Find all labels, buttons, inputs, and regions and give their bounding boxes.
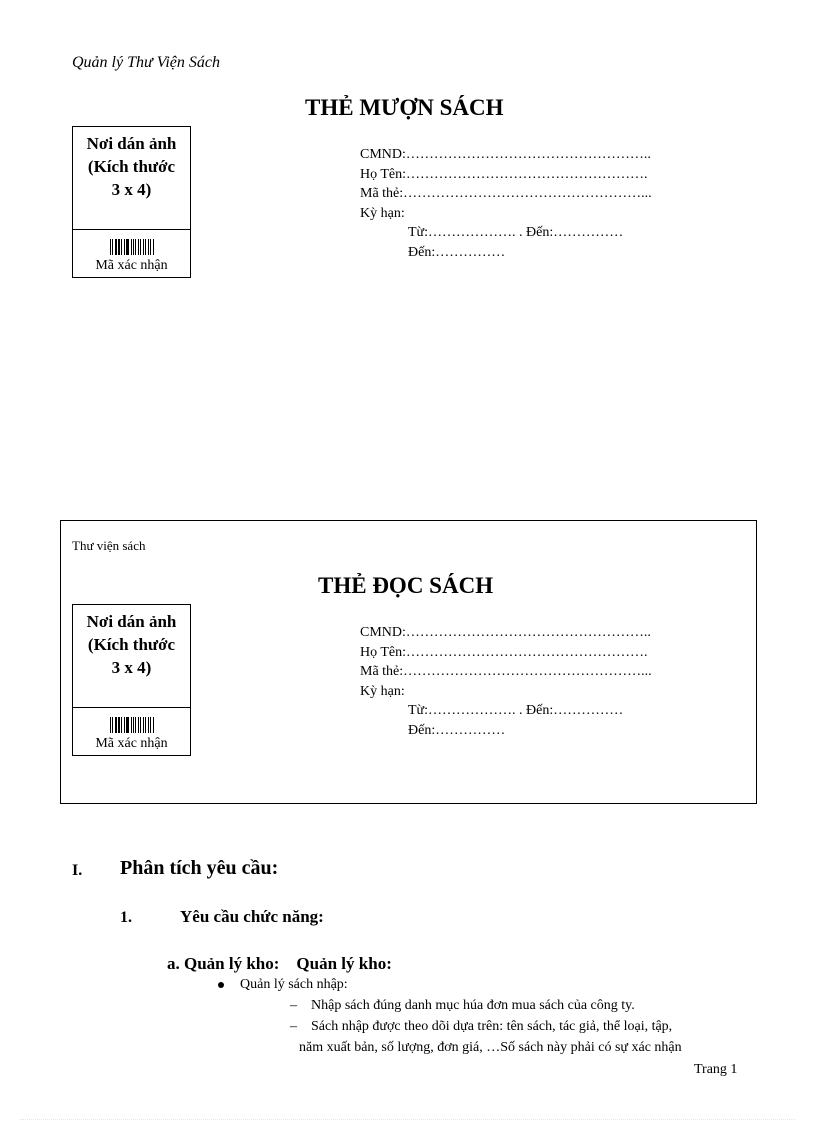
dash-icon: – (290, 998, 297, 1013)
field-cmnd: CMND:…………………………………………….. (360, 625, 651, 640)
field-card-id: Mã thẻ:……………………………………………... (360, 186, 652, 201)
photo-line: Nơi dán ảnh (86, 612, 177, 631)
borrow-card-fields (360, 145, 652, 262)
dash-item-2-continued: năm xuất bản, số lượng, đơn giá, …Số sách này phải có sự xác nhận (299, 1040, 682, 1055)
reading-card-photo-box (72, 604, 191, 756)
field-term-to: Đến:…………… (408, 244, 506, 260)
page-number: Trang 1 (694, 1062, 738, 1077)
section-1-1-title: Yêu cầu chức năng: (180, 907, 324, 926)
field-full-name: Họ Tên:……………………………………………. (360, 644, 648, 660)
bullet-icon (218, 982, 224, 988)
field-term: Kỳ hạn: (360, 205, 405, 221)
field-cmnd: CMND:…………………………………………….. (360, 147, 651, 162)
barcode-icon (73, 715, 190, 733)
field-term: Kỳ hạn: (360, 683, 405, 699)
barcode-caption: Mã xác nhận (95, 736, 168, 751)
photo-placeholder (73, 127, 190, 230)
bullet-item-imported-books: Quản lý sách nhập: (240, 977, 348, 992)
photo-line: 3 x 4) (111, 180, 152, 199)
borrow-card-title: THẺ MƯỢN SÁCH (305, 95, 504, 120)
barcode-bar (153, 239, 154, 255)
borrow-card-photo-box (72, 126, 191, 278)
photo-line: Nơi dán ảnh (86, 134, 177, 153)
section-1-1a-title: a. Quản lý kho: Quản lý kho: (167, 954, 392, 973)
document-header: Quản lý Thư Viện Sách (72, 54, 220, 71)
field-card-id: Mã thẻ:……………………………………………... (360, 664, 652, 679)
photo-line: (Kích thước (87, 157, 176, 176)
field-term-from: Từ:………………. . Đến:…………… (408, 703, 624, 718)
photo-line: (Kích thước (87, 635, 176, 654)
barcode-caption: Mã xác nhận (95, 258, 168, 273)
reading-card-label: Thư viện sách (72, 538, 146, 553)
photo-line: 3 x 4) (111, 658, 152, 677)
dash-item-2: Sách nhập được theo dõi dựa trên: tên sách, tác giả, thể loại, tập, (311, 1019, 673, 1034)
dash-icon: – (290, 1019, 297, 1034)
barcode-icon (73, 237, 190, 255)
section-1-number: I. (72, 862, 83, 879)
barcode-bar (153, 717, 154, 733)
reading-card-title: THẺ ĐỌC SÁCH (318, 573, 494, 598)
dash-item-1: Nhập sách đúng danh mục húa đơn mua sách của công ty. (311, 998, 635, 1013)
reading-card-fields (360, 623, 652, 740)
page-bottom-divider (20, 1119, 796, 1120)
photo-placeholder (73, 605, 190, 708)
field-term-to: Đến:…………… (408, 722, 506, 738)
field-full-name: Họ Tên:……………………………………………. (360, 166, 648, 182)
section-1-title: Phân tích yêu cầu: (120, 857, 279, 879)
section-1-1-number: 1. (120, 909, 132, 926)
field-term-from: Từ:………………. . Đến:…………… (408, 225, 624, 240)
